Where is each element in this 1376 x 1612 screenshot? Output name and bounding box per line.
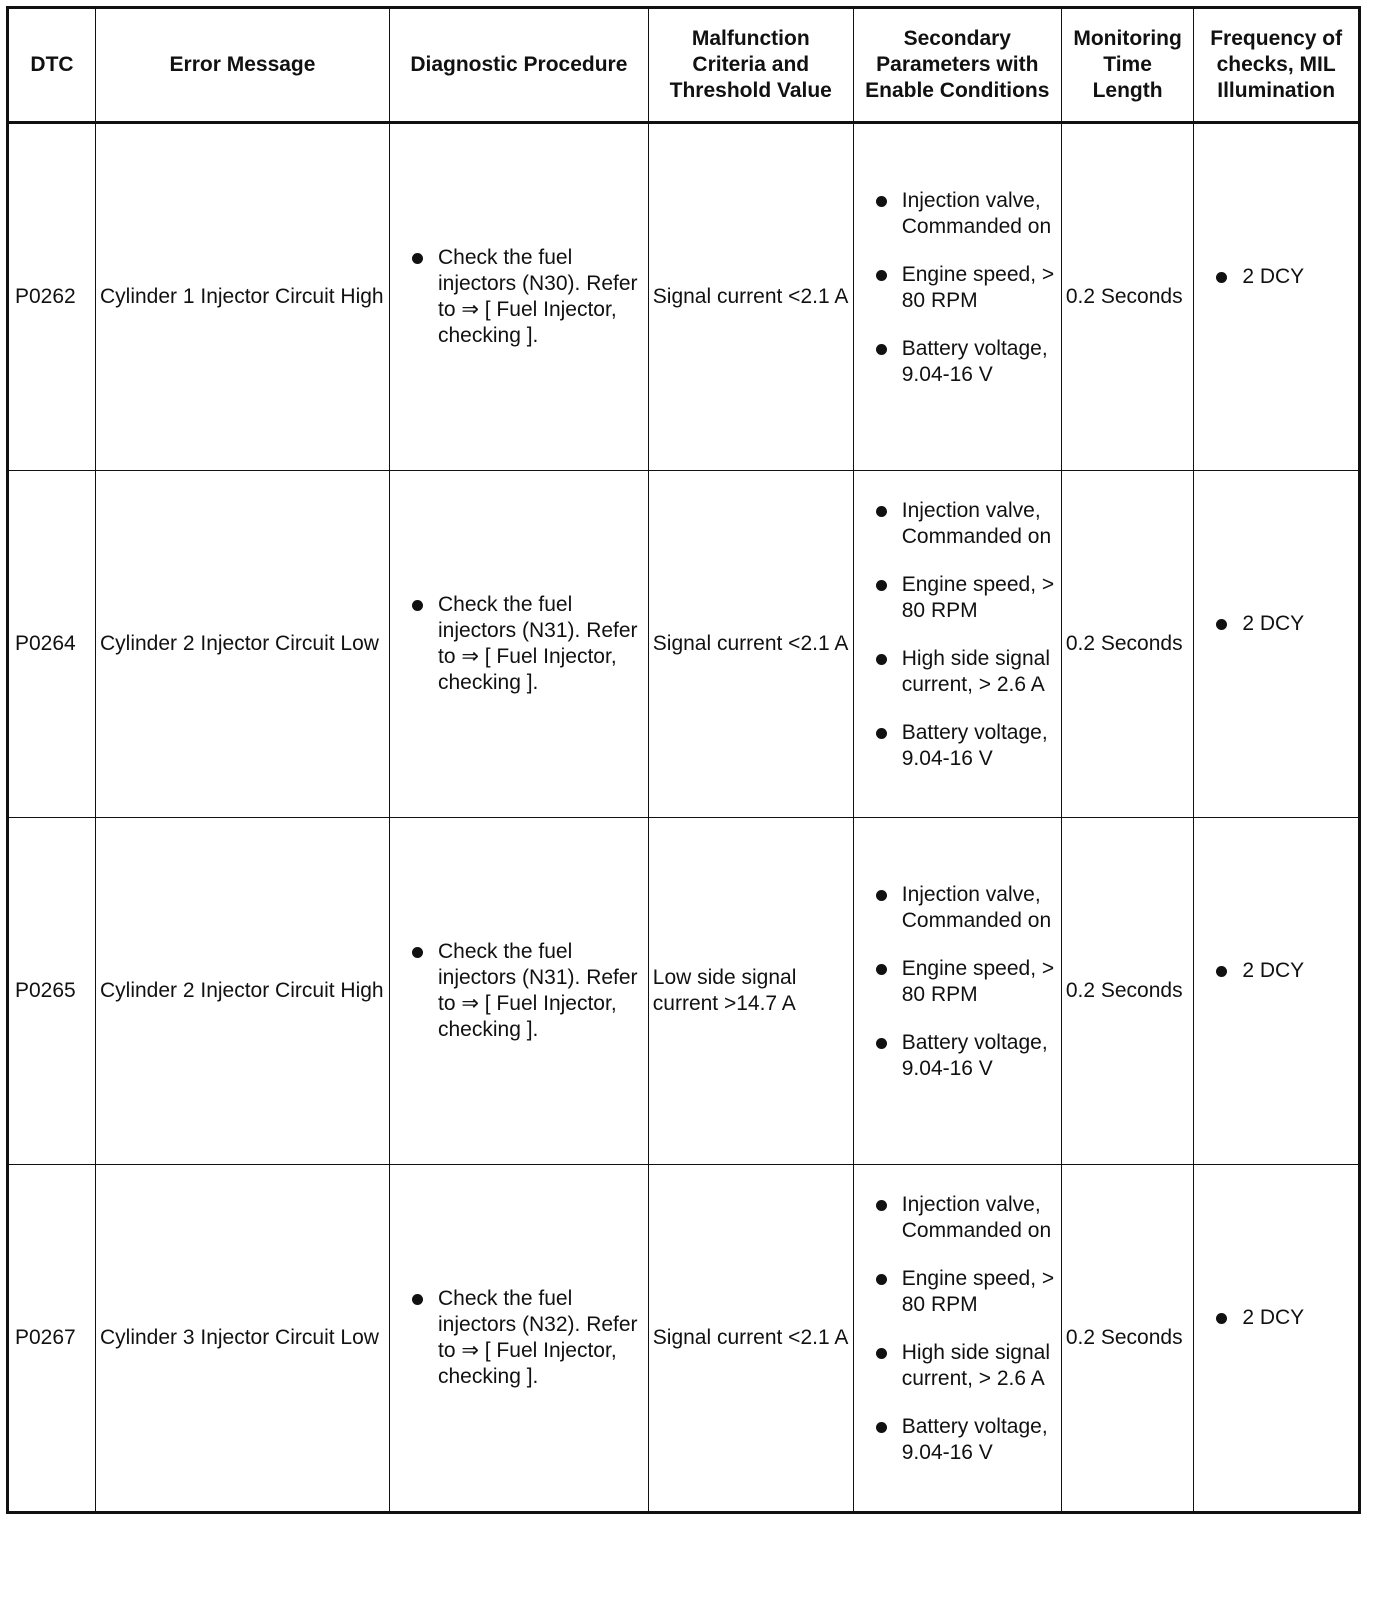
- dtc-code: P0264: [8, 471, 96, 818]
- error-message: Cylinder 3 Injector Circuit Low: [95, 1165, 389, 1513]
- diagnostic-procedure-list: [394, 245, 644, 349]
- secondary-parameters-list: [858, 498, 1057, 772]
- header-diagnostic-procedure: Diagnostic Procedure: [389, 8, 648, 123]
- secondary-parameter: High side signal current, > 2.6 A: [858, 646, 1057, 698]
- secondary-parameter: Injection valve, Commanded on: [858, 1192, 1057, 1244]
- header-row: [8, 8, 1360, 123]
- header-secondary-parameters: Secondary Parameters with Enable Conditions: [853, 8, 1061, 123]
- diagnostic-procedure-cell: [389, 1165, 648, 1513]
- dtc-code: P0267: [8, 1165, 96, 1513]
- secondary-parameters-cell: [853, 471, 1061, 818]
- table-header: [8, 8, 1360, 123]
- frequency: 2 DCY: [1198, 958, 1354, 984]
- frequency-cell: [1194, 1165, 1360, 1513]
- diagnostic-procedure-list: [394, 1286, 644, 1390]
- header-frequency: Frequency of checks, MIL Illumination: [1194, 8, 1360, 123]
- monitoring-time: 0.2 Seconds: [1061, 1165, 1194, 1513]
- diagnostic-procedure: Check the fuel injectors (N31). Refer to ⇒ [ Fuel Injector, checking ].: [394, 592, 644, 696]
- frequency-list: [1198, 1305, 1354, 1331]
- diagnostic-procedure-list: [394, 939, 644, 1043]
- malfunction-criteria: Signal current <2.1 A: [648, 471, 853, 818]
- secondary-parameters-list: [858, 188, 1057, 388]
- dtc-code: P0265: [8, 818, 96, 1165]
- secondary-parameters-list: [858, 882, 1057, 1082]
- header-monitoring-time: Monitoring Time Length: [1061, 8, 1194, 123]
- diagnostic-procedure-cell: [389, 818, 648, 1165]
- secondary-parameter: High side signal current, > 2.6 A: [858, 1340, 1057, 1392]
- diagnostic-procedure: Check the fuel injectors (N30). Refer to ⇒ [ Fuel Injector, checking ].: [394, 245, 644, 349]
- secondary-parameter: Engine speed, > 80 RPM: [858, 956, 1057, 1008]
- monitoring-time: 0.2 Seconds: [1061, 123, 1194, 471]
- secondary-parameter: Battery voltage, 9.04-16 V: [858, 1414, 1057, 1466]
- frequency: 2 DCY: [1198, 1305, 1354, 1331]
- table-row: [8, 471, 1360, 818]
- secondary-parameters-cell: [853, 1165, 1061, 1513]
- header-dtc: DTC: [8, 8, 96, 123]
- diagnostic-procedure: Check the fuel injectors (N32). Refer to ⇒ [ Fuel Injector, checking ].: [394, 1286, 644, 1390]
- error-message: Cylinder 1 Injector Circuit High: [95, 123, 389, 471]
- secondary-parameter: Injection valve, Commanded on: [858, 882, 1057, 934]
- dtc-code: P0262: [8, 123, 96, 471]
- secondary-parameters-cell: [853, 818, 1061, 1165]
- frequency-cell: [1194, 471, 1360, 818]
- diagnostic-procedure: Check the fuel injectors (N31). Refer to ⇒ [ Fuel Injector, checking ].: [394, 939, 644, 1043]
- table-row: [8, 1165, 1360, 1513]
- error-message: Cylinder 2 Injector Circuit High: [95, 818, 389, 1165]
- secondary-parameter: Engine speed, > 80 RPM: [858, 262, 1057, 314]
- frequency-cell: [1194, 818, 1360, 1165]
- dtc-table: [6, 6, 1361, 1514]
- malfunction-criteria: Signal current <2.1 A: [648, 123, 853, 471]
- secondary-parameter: Injection valve, Commanded on: [858, 188, 1057, 240]
- frequency-list: [1198, 264, 1354, 290]
- secondary-parameter: Battery voltage, 9.04-16 V: [858, 336, 1057, 388]
- diagnostic-procedure-cell: [389, 123, 648, 471]
- frequency: 2 DCY: [1198, 611, 1354, 637]
- diagnostic-procedure-cell: [389, 471, 648, 818]
- frequency-list: [1198, 611, 1354, 637]
- secondary-parameter: Injection valve, Commanded on: [858, 498, 1057, 550]
- secondary-parameters-cell: [853, 123, 1061, 471]
- table-body: [8, 123, 1360, 1513]
- malfunction-criteria: Signal current <2.1 A: [648, 1165, 853, 1513]
- table-row: [8, 123, 1360, 471]
- header-malfunction-criteria: Malfunction Criteria and Threshold Value: [648, 8, 853, 123]
- frequency: 2 DCY: [1198, 264, 1354, 290]
- header-error-message: Error Message: [95, 8, 389, 123]
- secondary-parameter: Battery voltage, 9.04-16 V: [858, 720, 1057, 772]
- secondary-parameter: Engine speed, > 80 RPM: [858, 572, 1057, 624]
- frequency-cell: [1194, 123, 1360, 471]
- table-row: [8, 818, 1360, 1165]
- malfunction-criteria: Low side signal current >14.7 A: [648, 818, 853, 1165]
- monitoring-time: 0.2 Seconds: [1061, 818, 1194, 1165]
- secondary-parameter: Engine speed, > 80 RPM: [858, 1266, 1057, 1318]
- secondary-parameter: Battery voltage, 9.04-16 V: [858, 1030, 1057, 1082]
- monitoring-time: 0.2 Seconds: [1061, 471, 1194, 818]
- error-message: Cylinder 2 Injector Circuit Low: [95, 471, 389, 818]
- secondary-parameters-list: [858, 1192, 1057, 1466]
- diagnostic-procedure-list: [394, 592, 644, 696]
- frequency-list: [1198, 958, 1354, 984]
